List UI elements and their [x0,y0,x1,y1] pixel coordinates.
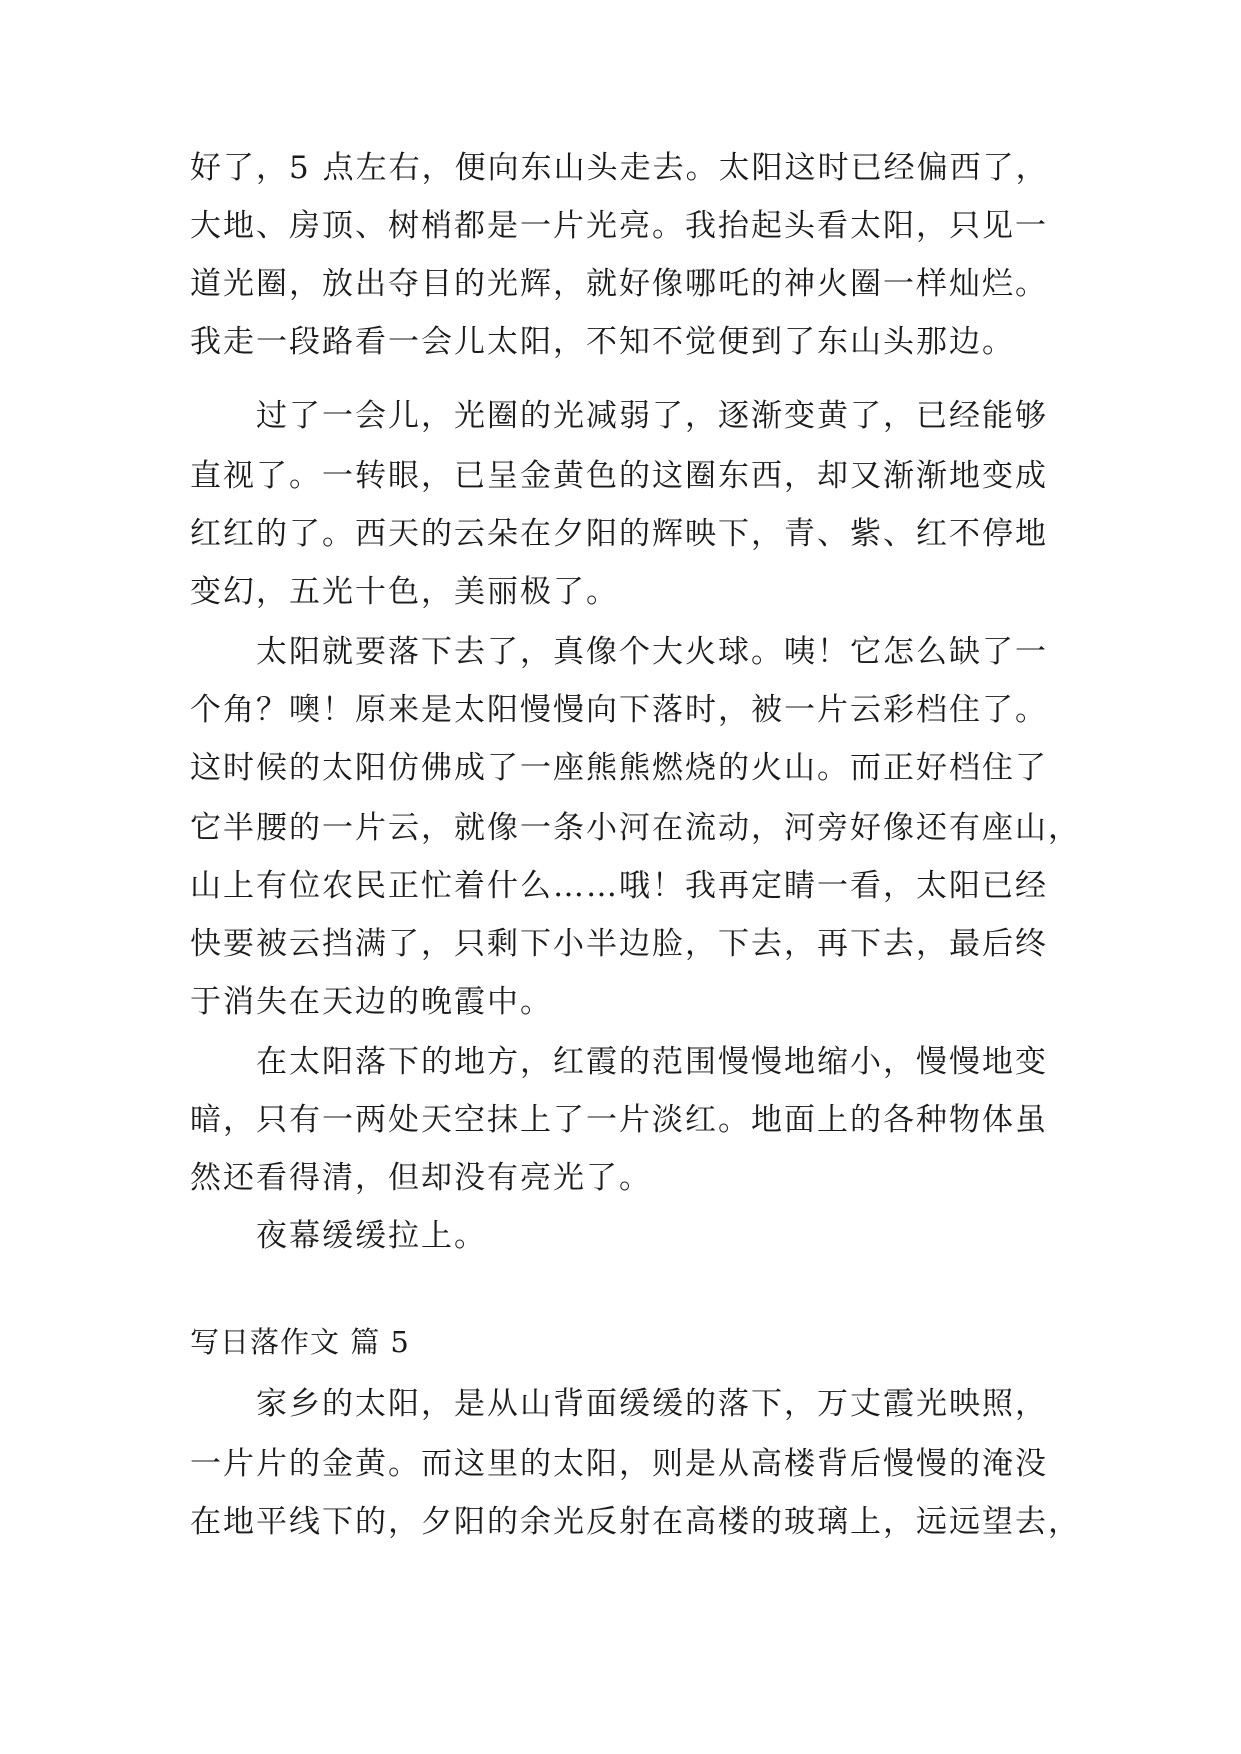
text-line: 道光圈，放出夺目的光辉，就好像哪吒的神火圈一样灿烂。 [190,266,1048,302]
text-line: 大地、房顶、树梢都是一片光亮。我抬起头看太阳，只见一 [190,208,1048,244]
text-line: 快要被云挡满了，只剩下小半边脸，下去，再下去，最后终 [190,926,1048,962]
text-line: 我走一段路看一会儿太阳，不知不觉便到了东山头那边。 [190,324,1015,360]
text-line: 于消失在天边的晚霞中。 [190,984,553,1020]
text-line: 太阳就要落下去了，真像个大火球。咦！它怎么缺了一 [256,634,1048,670]
text-line: 山上有位农民正忙着什么……哦！我再定睛一看，太阳已经 [190,868,1048,904]
text-line: 个角？噢！原来是太阳慢慢向下落时，被一片云彩档住了。 [190,692,1048,728]
text-line: 暗，只有一两处天空抹上了一片淡红。地面上的各种物体虽 [190,1102,1048,1138]
text-line: 它半腰的一片云，就像一条小河在流动，河旁好像还有座山， [190,810,1081,846]
text-line: 变幻，五光十色，美丽极了。 [190,574,619,610]
text-line: 在太阳落下的地方，红霞的范围慢慢地缩小，慢慢地变 [256,1044,1048,1080]
text-line: 一片片的金黄。而这里的太阳，则是从高楼背后慢慢的淹没 [190,1446,1048,1482]
section-heading: 写日落作文 篇 5 [190,1325,410,1359]
text-line: 这时候的太阳仿佛成了一座熊熊燃烧的火山。而正好档住了 [190,750,1048,786]
text-line: 在地平线下的，夕阳的余光反射在高楼的玻璃上，远远望去， [190,1504,1081,1540]
text-line: 红红的了。西天的云朵在夕阳的辉映下，青、紫、红不停地 [190,516,1048,552]
text-line: 然还看得清，但却没有亮光了。 [190,1160,652,1196]
text-line: 夜幕缓缓拉上。 [256,1218,487,1254]
text-line: 好了，5 点左右，便向东山头走去。太阳这时已经偏西了， [190,150,1049,186]
text-line: 家乡的太阳，是从山背面缓缓的落下，万丈霞光映照， [256,1386,1048,1422]
text-line: 过了一会儿，光圈的光减弱了，逐渐变黄了，已经能够 [256,398,1048,434]
text-line: 直视了。一转眼，已呈金黄色的这圈东西，却又渐渐地变成 [190,458,1048,494]
